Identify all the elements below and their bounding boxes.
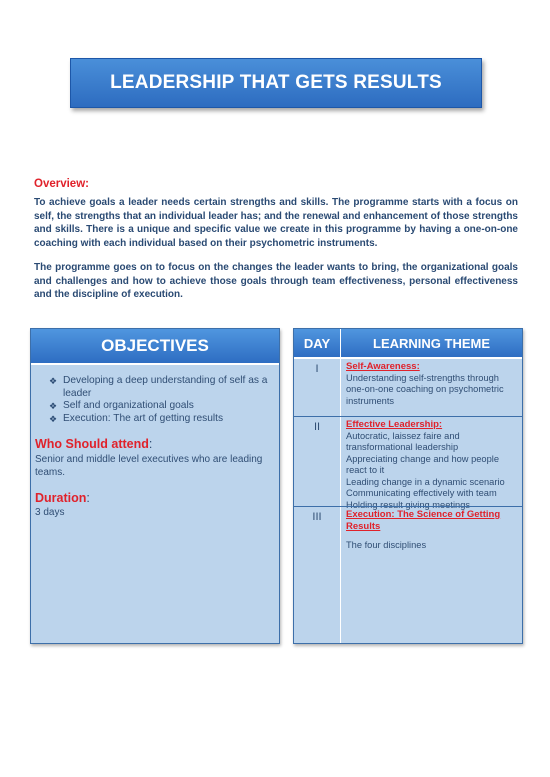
list-item: ❖ Developing a deep understanding of self as a leader xyxy=(49,375,268,399)
table-header xyxy=(294,329,522,359)
theme-line: Appreciating change and how people xyxy=(346,453,499,464)
table-row xyxy=(294,359,522,409)
overview-heading: Overview: xyxy=(34,178,89,190)
table-row xyxy=(294,507,522,641)
who-should-attend-heading: Who Should attend: xyxy=(35,437,153,451)
theme-line: Understanding self-strengths through xyxy=(346,372,499,383)
day-number: I xyxy=(315,363,319,375)
duration-heading: Duration: xyxy=(35,491,90,505)
theme-line: transformational leadership xyxy=(346,442,459,452)
theme-line: instruments xyxy=(346,395,395,406)
objectives-header xyxy=(31,329,279,365)
theme-cell xyxy=(346,361,516,407)
list-item: ❖ Execution: The art of getting results xyxy=(49,412,224,424)
who-should-attend-text: Senior and middle level executives who are leading teams. xyxy=(35,454,263,478)
theme-cell xyxy=(346,509,516,552)
objectives-heading: OBJECTIVES xyxy=(101,336,209,355)
theme-title: Self-Awareness: xyxy=(346,361,420,372)
day-number: III xyxy=(312,511,322,523)
diamond-bullet-icon: ❖ xyxy=(49,376,58,386)
diamond-bullet-icon: ❖ xyxy=(49,413,58,424)
theme-title: Effective Leadership: xyxy=(346,419,443,430)
overview-paragraph: To achieve goals a leader needs certain strengths and skills. The programme starts with a focus on self, the strengths that an individual leader has; and the renewal and enhancement of those strengths and skills. There is a unique and specific value we create in this programme by having a one-on-one coaching with each individual based on their psychometric instruments. xyxy=(34,197,518,249)
theme-line: The four disciplines xyxy=(346,540,427,550)
objectives-list xyxy=(49,375,271,425)
theme-line: Leading change in a dynamic scenario xyxy=(346,476,505,487)
theme-cell xyxy=(346,419,516,511)
theme-title: Execution: The Science of Getting Results xyxy=(346,509,501,532)
learning-theme-table xyxy=(293,328,523,644)
table-body xyxy=(294,359,522,643)
theme-line: one-on-one coaching on psychometric xyxy=(346,384,504,394)
theme-line: Communicating effectively with team xyxy=(346,488,497,498)
list-item: ❖ Self and organizational goals xyxy=(49,400,194,411)
duration-text: 3 days xyxy=(35,507,65,518)
title-banner xyxy=(70,58,482,108)
day-column-header: DAY xyxy=(294,329,341,357)
day-number: II xyxy=(313,421,321,433)
page-title: LEADERSHIP THAT GETS RESULTS xyxy=(110,72,442,93)
diamond-bullet-icon: ❖ xyxy=(49,401,58,411)
theme-line: Holding result giving meetings xyxy=(346,499,471,510)
overview-paragraph: The programme goes on to focus on the changes the leader wants to bring, the organizational goals and challenges and how to achieve those goals through team effectiveness, personal effectiveness and the discipline of execution. xyxy=(34,262,518,300)
objectives-panel xyxy=(30,328,280,644)
overview-section xyxy=(34,178,518,313)
theme-line: react to it xyxy=(346,465,385,475)
theme-line: Autocratic, laissez faire and xyxy=(346,430,460,441)
theme-column-header: LEARNING THEME xyxy=(373,335,490,351)
